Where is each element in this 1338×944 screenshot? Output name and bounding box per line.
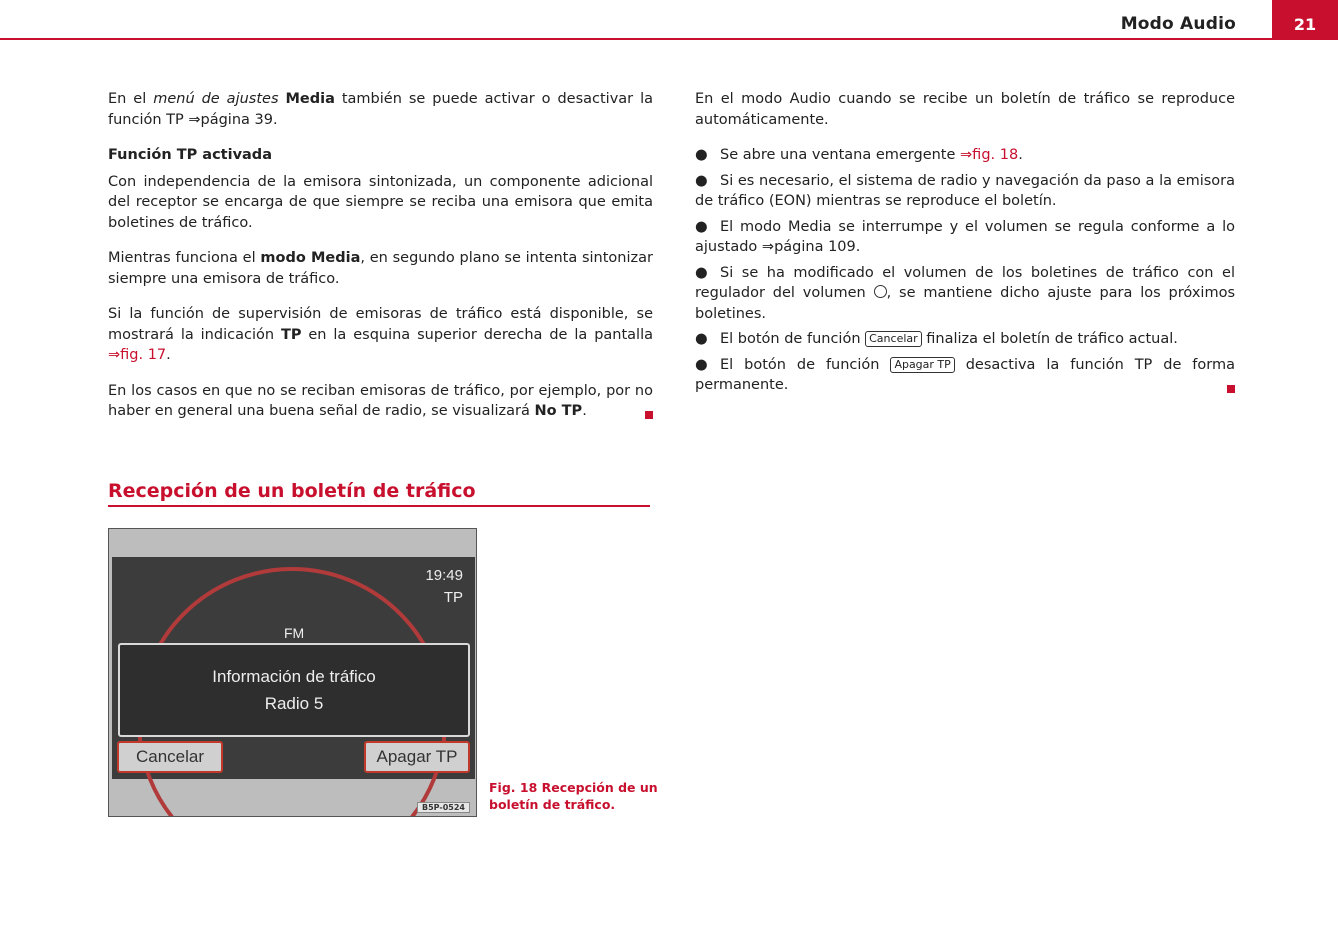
popup-title: Información de tráfico: [212, 667, 376, 686]
list-item: ● Si se ha modificado el volumen de los boletines de tráfico con el regulador del volumen , se mantiene dicho ajuste para los próximos boletines.: [695, 264, 1235, 322]
traffic-popup: [118, 643, 470, 737]
popup-station: Radio 5: [264, 694, 324, 713]
figure-traffic-bulletin-screen: [108, 528, 477, 817]
volume-knob-icon: [874, 285, 887, 298]
list-item: ● El modo Media se interrumpe y el volumen se regula conforme a lo ajustado ⇒página 109.: [695, 218, 1235, 255]
figure-code: B5P-0524: [417, 802, 470, 813]
right-column: [695, 89, 1235, 401]
list-item: ● Si es necesario, el sistema de radio y navegación da paso a la emisora de tráfico (EON) mientras se reproduce el boletín.: [695, 172, 1235, 209]
softkey-tp-off: Apagar TP: [890, 357, 954, 373]
paragraph-receiver: Con independencia de la emisora sintonizada, un componente adicional del receptor se encarga de que siempre se reciba una emisora que emita boletines de tráfico.: [108, 173, 653, 231]
paragraph-settings-menu: En el menú de ajustes Media también se puede activar o desactivar la función TP ⇒página 39.: [108, 91, 654, 128]
section-heading: Recepción de un boletín de tráfico: [108, 480, 650, 507]
left-column: [108, 89, 653, 437]
bullet-icon: ●: [695, 264, 708, 281]
end-of-section-marker: [645, 411, 653, 419]
paragraph-media-mode: Mientras funciona el modo Media, en segundo plano se intenta sintonizar siempre una emisora de tráfico.: [108, 250, 653, 287]
figure-link-17[interactable]: ⇒fig. 17: [108, 347, 167, 363]
clock-readout: 19:49: [425, 567, 463, 584]
band-label: FM: [284, 625, 305, 641]
cancel-button: Cancelar: [117, 741, 223, 773]
end-of-section-marker: [1227, 385, 1235, 393]
paragraph-no-tp: En los casos en que no se reciban emisoras de tráfico, por ejemplo, por no haber en general una buena señal de radio, se visualizará No TP.: [108, 382, 653, 419]
page-number: 21: [1272, 0, 1338, 40]
list-item: ● El botón de función Apagar TP desactiva la función TP de forma permanente.: [695, 356, 1235, 393]
bullet-icon: ●: [695, 172, 708, 189]
header-rule: [0, 38, 1338, 40]
bullet-icon: ●: [695, 356, 708, 373]
bullet-icon: ●: [695, 331, 708, 347]
paragraph-tp-indication: Si la función de supervisión de emisoras de tráfico está disponible, se mostrará la indicación TP en la esquina superior derecha de la pantalla ⇒fig. 17.: [108, 306, 653, 363]
figure-caption: Fig. 18 Recepción de un boletín de tráfico.: [489, 780, 658, 812]
subheading-tp-active: Función TP activada: [108, 147, 272, 163]
radio-display: [112, 557, 475, 779]
figure-link-18[interactable]: ⇒fig. 18: [960, 147, 1019, 163]
list-item: ● Se abre una ventana emergente ⇒fig. 18.: [695, 145, 1235, 166]
tp-indicator: TP: [443, 589, 463, 606]
softkey-cancel: Cancelar: [865, 331, 922, 347]
list-item: ● El botón de función Cancelar finaliza el boletín de tráfico actual.: [695, 329, 1235, 350]
bullet-icon: ●: [695, 147, 708, 163]
tp-off-button: Apagar TP: [364, 741, 470, 773]
running-header: Modo Audio: [1120, 14, 1236, 34]
paragraph-audio-intro: En el modo Audio cuando se recibe un boletín de tráfico se reproduce automáticamente.: [695, 91, 1235, 128]
bullet-list: [695, 145, 1235, 396]
bullet-icon: ●: [695, 218, 708, 235]
